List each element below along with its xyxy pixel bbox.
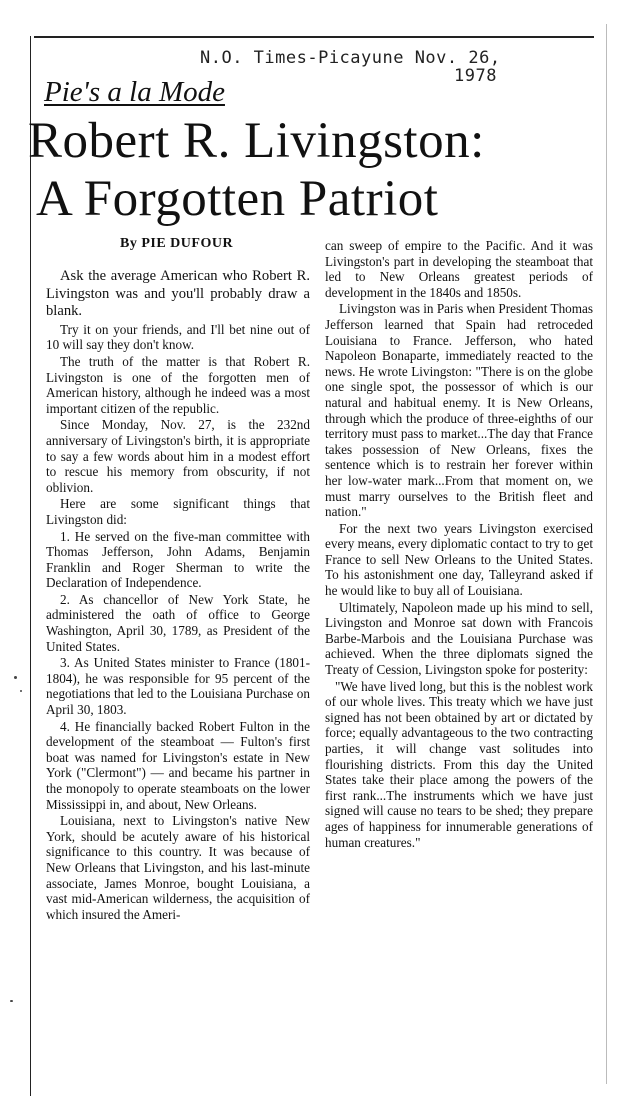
paragraph: Since Monday, Nov. 27, is the 232nd anniversary of Livingston's birth, it is appropriate to say a few words about him in a modest effort to rescue his memory from obscurity, if not oblivion. [46,417,310,495]
paragraph: can sweep of empire to the Pacific. And it was Livingston's part in developing the steamboat that led to New Orleans greatest periods of development in the 1840s and 1850s. [325,238,593,300]
scan-right-edge [606,24,607,1084]
source-annotation [200,48,501,86]
paragraph: 4. He financially backed Robert Fulton in the development of the steamboat — Fulton's first boat was named for Livingston's estate in New York ("Clermont") — and became his partner in the monopoly to operate steamboats on the lower Mississippi in, and about, New Orleans. [46,718,310,812]
paragraph: Ultimately, Napoleon made up his mind to sell, Livingston and Monroe sat down with Francois Barbe-Marbois and the Louisiana Purchase was achieved. When the three diplomats signed the Treaty of Cession, Livingston spoke for posterity: [325,599,593,678]
headline [28,112,588,228]
scan-speck [10,1000,13,1002]
paragraph: Livingston was in Paris when President Thomas Jefferson learned that Spain had retroceded Louisiana to France. Jefferson, who hated Napoleon Bonaparte, immediately reacted to the news. He wrote Livingston: "There is on the globe one single spot, the possessor of which is our natural and habitual enemy. It is New Orleans, through which the produce of three-eighths of our territory must pass to market...The day that France takes possession of New Orleans, fixes the sentence which is to restrain her forever within her low-water mark...From that moment on, we must marry ourselves to the British fleet and nation." [325,301,593,520]
scan-speck [20,690,22,692]
quotation-paragraph: "We have lived long, but this is the noblest work of our whole lives. This treaty which we have just signed has not been obtained by art or dictated by force; equally advantageous to the two contracting parties, it will change vast solitudes into flourishing districts. From this day the United States take their place among the powers of the first rank...The instruments which we have just signed will cause no tears to be shed; they prepare ages of happiness for innumerable generations of human creatures." [325,678,593,850]
byline: By PIE DUFOUR [120,236,234,251]
paragraph: The truth of the matter is that Robert R. Livingston is one of the forgotten men of American history, although he indeed was a most important citizen of the republic. [46,353,310,416]
paragraph: Ask the average American who Robert R. Livingston was and you'll probably draw a blank. [46,268,310,320]
headline-line-2: A Forgotten Patriot [36,171,439,227]
paragraph: Try it on your friends, and I'll bet nine out of 10 will say they don't know. [46,321,310,353]
paragraph: 1. He served on the five-man committee with Thomas Jefferson, John Adams, Benjamin Franklin and Roger Sherman to write the Declaration of Independence. [46,528,310,591]
article-column-2 [325,238,593,851]
headline-line-1: Robert R. Livingston: [28,113,485,169]
year-note: 1978 [454,66,497,86]
scan-speck [14,676,17,679]
paragraph: Louisiana, next to Livingston's native New York, should be acutely aware of his historical significance to this country. It was because of New Orleans that Livingston, and his last-minute associate, James Monroe, bought Louisiana, a vast mid-American wilderness, the acquisition of which insured the Ameri- [46,813,310,922]
paragraph: 2. As chancellor of New York State, he administered the oath of office to George Washington, April 30, 1789, as President of the United States. [46,591,310,654]
article-column-1 [46,268,310,923]
paragraph: For the next two years Livingston exercised every means, every diplomatic contact to try to get France to sell New Orleans to the United States. To his astonishment one day, Talleyrand asked if he would like to buy all of Louisiana. [325,520,593,599]
paragraph: Here are some significant things that Livingston did: [46,496,310,527]
column-kicker: Pie's a la Mode [44,76,225,108]
paragraph: 3. As United States minister to France (1801-1804), he was responsible for 95 percent of the negotiations that led to the Louisiana Purchase on April 30, 1803. [46,655,310,718]
source-note: N.O. Times-Picayune Nov. 26, [200,48,501,68]
